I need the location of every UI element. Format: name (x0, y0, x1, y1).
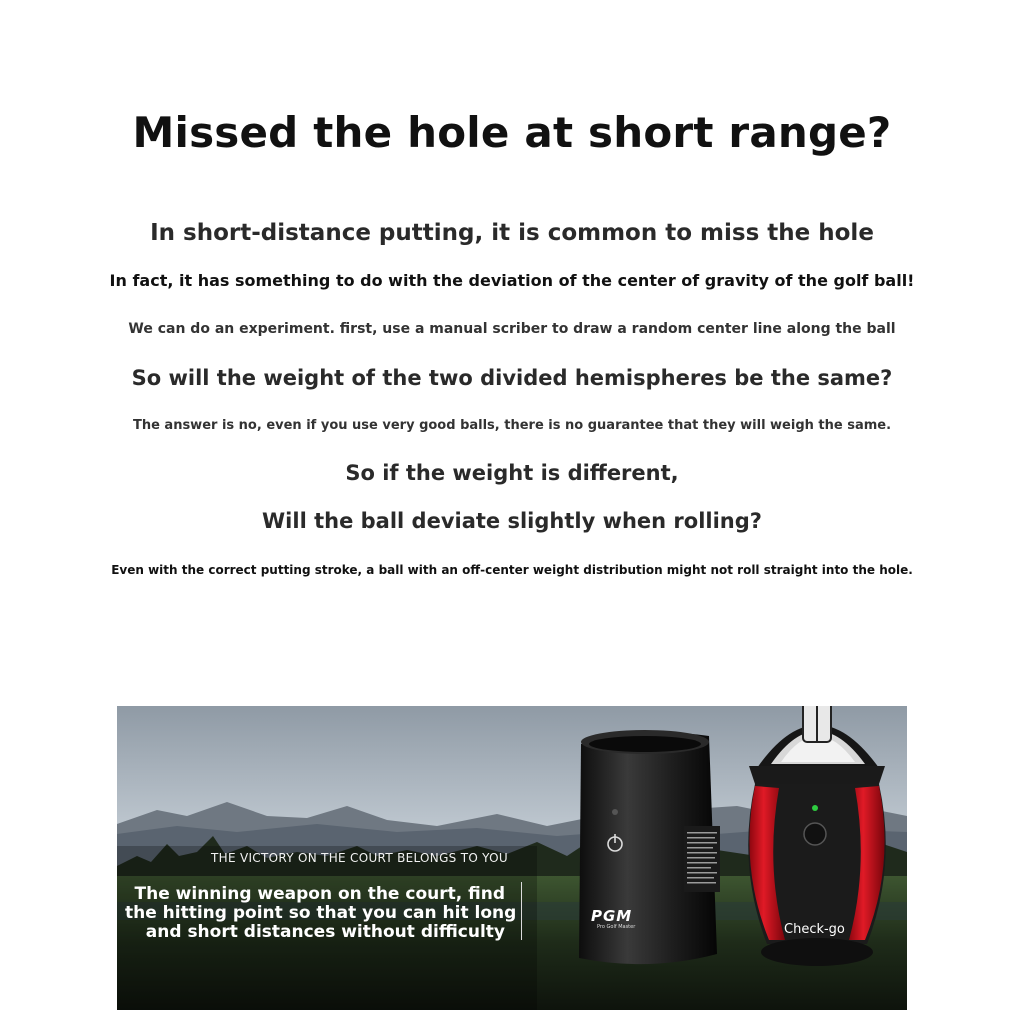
text-line-1: In short-distance putting, it is common to miss the hole (150, 220, 874, 246)
product-banner (117, 706, 907, 1010)
pgm-logo-subtitle: Pro Golf Master (597, 924, 636, 930)
banner-body-line-2: the hitting point so that you can hit long (125, 903, 517, 923)
banner-tagline: THE VICTORY ON THE COURT BELONGS TO YOU (211, 851, 508, 865)
text-line-5: The answer is no, even if you use very good balls, there is no guarantee that they will weigh the same. (132, 418, 892, 433)
text-line-3: We can do an experiment. first, use a manual scriber to draw a random center line along the ball (128, 321, 896, 337)
headline: Missed the hole at short range? (132, 108, 892, 157)
banner-divider (521, 882, 522, 940)
check-go-label: Check-go (784, 922, 845, 937)
banner-body-line-3: and short distances without difficulty (145, 922, 505, 942)
text-line-6: So if the weight is different, (345, 461, 679, 485)
pgm-logo: PGM (591, 907, 633, 925)
text-line-4: So will the weight of the two divided hemispheres be the same? (131, 366, 893, 390)
text-line-2: In fact, it has something to do with the deviation of the center of gravity of the golf ball! (109, 271, 915, 290)
text-line-7: Will the ball deviate slightly when rolling? (262, 509, 762, 533)
banner-body-line-1: The winning weapon on the court, find (134, 884, 505, 904)
text-line-8: Even with the correct putting stroke, a ball with an off-center weight distribution might not roll straight into the hole. (111, 563, 913, 577)
